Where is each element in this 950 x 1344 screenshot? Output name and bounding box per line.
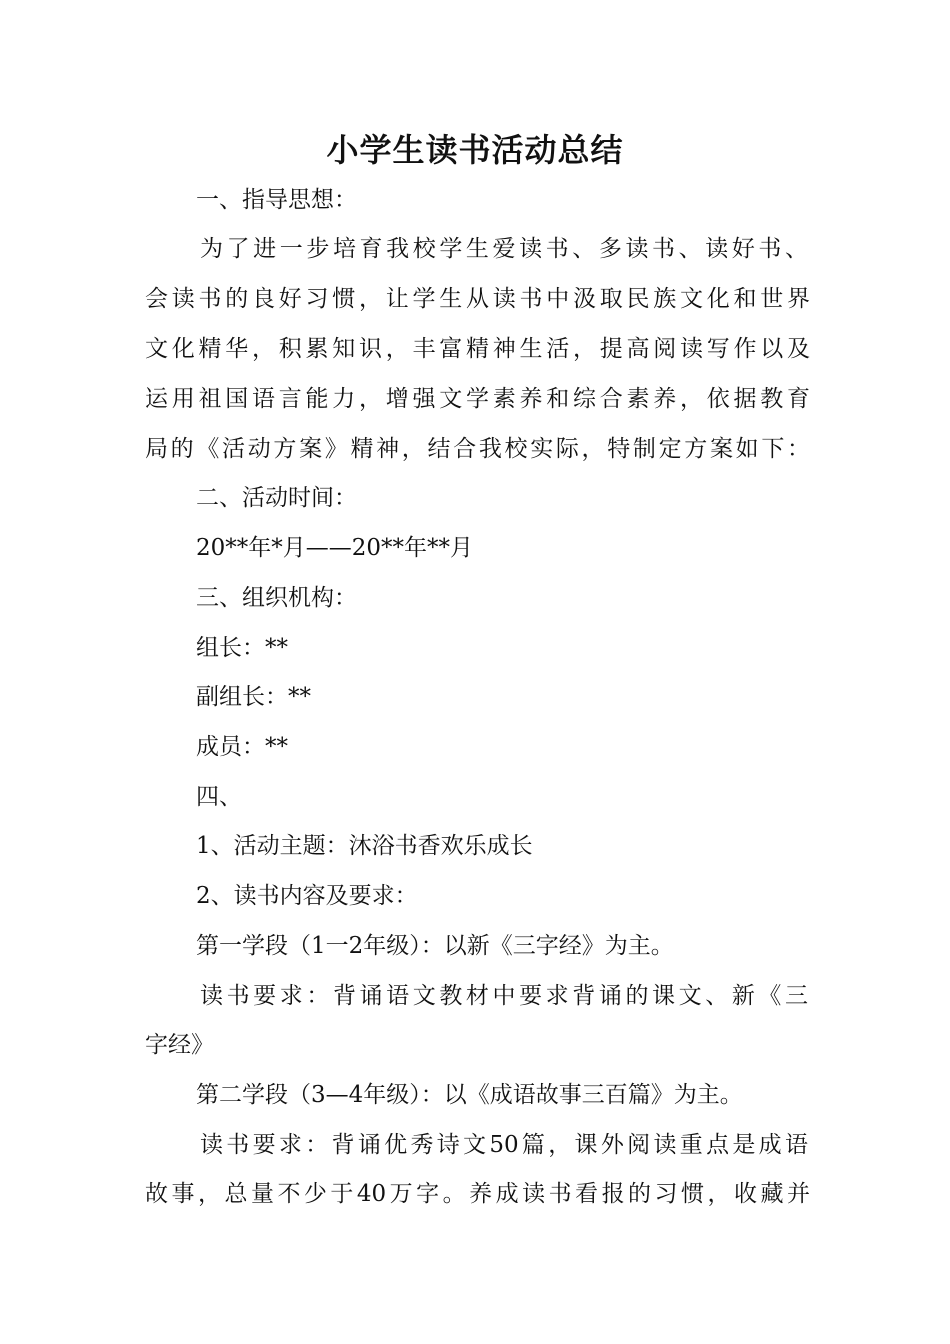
group-leader-line: 组长：** xyxy=(196,635,288,661)
reading-content-heading: 2、读书内容及要求： xyxy=(196,883,418,909)
paragraph-line: 会读书的良好习惯，让学生从读书中汲取民族文化和世界 xyxy=(145,286,810,312)
paragraph-line: 字经》 xyxy=(145,1032,214,1058)
paragraph-line: 故事，总量不少于40万字。养成读书看报的习惯，收藏并 xyxy=(145,1181,810,1207)
heading-organization: 三、组织机构： xyxy=(196,585,357,611)
paragraph-line: 为了进一步培育我校学生爱读书、多读书、读好书、 xyxy=(200,236,808,262)
heading-activity-time: 二、活动时间： xyxy=(196,485,357,511)
activity-theme-line: 1、活动主题：沐浴书香欢乐成长 xyxy=(196,833,533,859)
paragraph-line: 读书要求：背诵优秀诗文50篇，课外阅读重点是成语 xyxy=(200,1132,808,1158)
stage-two-line: 第二学段（3—4年级）：以《成语故事三百篇》为主。 xyxy=(196,1082,743,1108)
paragraph-line: 局的《活动方案》精神，结合我校实际，特制定方案如下： xyxy=(145,436,810,462)
paragraph-line: 文化精华，积累知识，丰富精神生活，提高阅读写作以及 xyxy=(145,336,810,362)
document-title: 小学生读书活动总结 xyxy=(326,131,624,169)
heading-four: 四、 xyxy=(196,784,242,810)
stage-one-line: 第一学段（1一2年级）：以新《三字经》为主。 xyxy=(196,933,674,959)
activity-date-range: 20**年*月——20**年**月 xyxy=(196,535,474,561)
deputy-leader-line: 副组长：** xyxy=(196,684,311,710)
paragraph-line: 运用祖国语言能力，增强文学素养和综合素养，依据教育 xyxy=(145,386,810,412)
members-line: 成员：** xyxy=(196,734,288,760)
heading-guiding-thought: 一、指导思想： xyxy=(196,187,357,213)
paragraph-line: 读书要求：背诵语文教材中要求背诵的课文、新《三 xyxy=(200,983,808,1009)
